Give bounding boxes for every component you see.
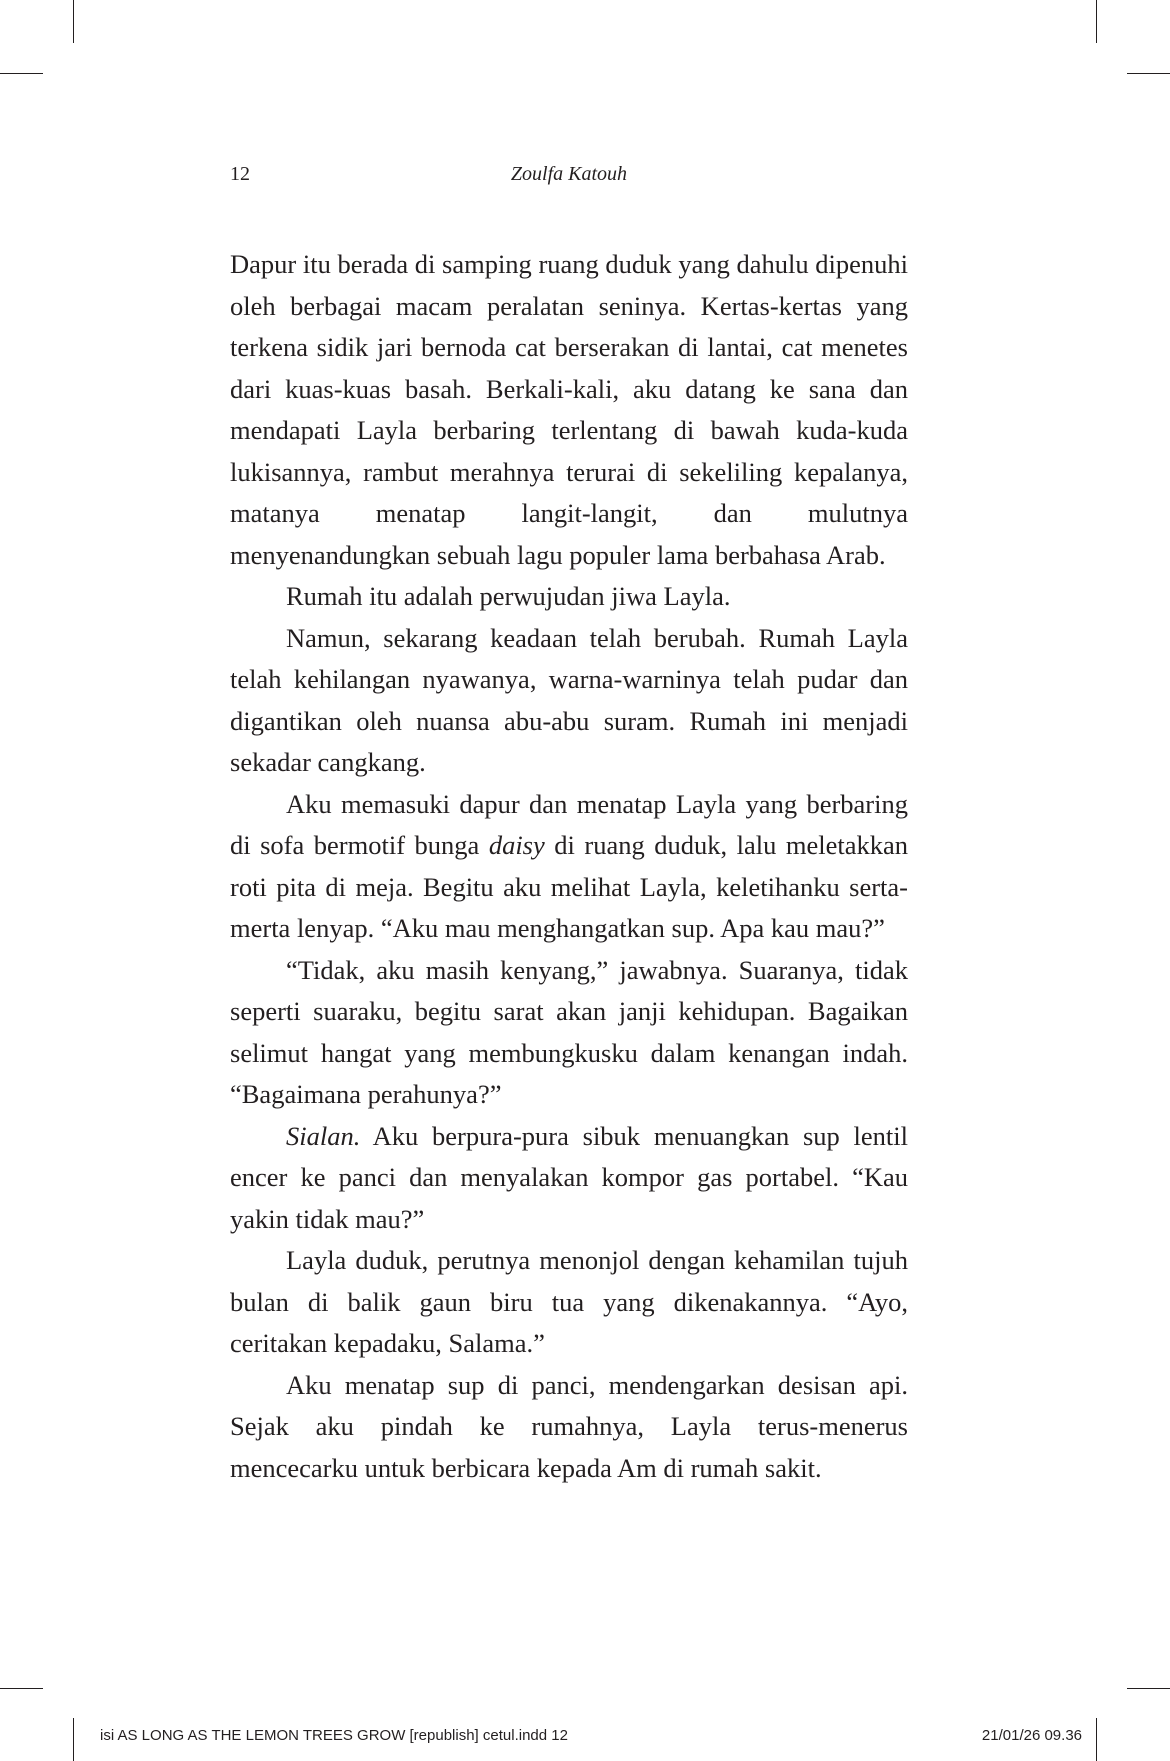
paragraph xyxy=(230,1116,908,1241)
crop-mark-top-left xyxy=(73,0,74,43)
slug-timestamp: 21/01/26 09.36 xyxy=(981,1727,1082,1744)
paragraph: Aku menatap sup di panci, mendengarkan desisan api. Sejak aku pindah ke rumahnya, Layla terus-menerus mencecarku untuk berbicara kepada Am di rumah sakit. xyxy=(230,1369,908,1483)
paragraph-text: Aku memasuki dapur dan menatap Layla yang berbaring di sofa bermotif bunga xyxy=(230,788,908,860)
crop-mark-bottom-left xyxy=(73,1718,74,1761)
paragraph-text: di ruang duduk, lalu meletakkan roti pita di meja. Begitu aku melihat Layla, keletihanku serta-merta lenyap. “Aku mau menghangatkan sup. Apa kau mau?” xyxy=(230,830,908,943)
paragraph-text: Aku berpura-pura sibuk menuangkan sup lentil encer ke panci dan menyalakan kompor gas portabel. “Kau yakin tidak mau?” xyxy=(230,1120,908,1234)
running-head xyxy=(230,163,908,193)
paragraph: “Tidak, aku masih kenyang,” jawabnya. Suaranya, tidak seperti suaraku, begitu sarat akan janji kehidupan. Bagaikan selimut hangat yang membungkusku dalam kenangan indah. “Bagaimana perahunya?” xyxy=(230,954,908,1109)
page-number: 12 xyxy=(230,163,250,185)
paragraph: Dapur itu berada di samping ruang duduk yang dahulu dipenuhi oleh berbagai macam peralatan seninya. Kertas-kertas yang terkena sidik jari bernoda cat berserakan di lantai, cat menetes dari kuas-kuas basah. Berkali-kali, aku datang ke sana dan mendapati Layla berbaring terlentang di bawah kuda-kuda lukisannya, rambut merahnya terurai di sekeliling kepalanya, matanya menatap langit-langit, dan mulutnya menyenandungkan sebuah lagu populer lama berbahasa Arab. xyxy=(230,249,908,570)
crop-mark-top-right xyxy=(1127,73,1170,74)
paragraph: Rumah itu adalah perwujudan jiwa Layla. xyxy=(286,581,731,611)
emphasis: daisy xyxy=(488,830,545,860)
paragraph: Namun, sekarang keadaan telah berubah. Rumah Layla telah kehilangan nyawanya, warna-warninya telah pudar dan digantikan oleh nuansa abu-abu suram. Rumah ini menjadi sekadar cangkang. xyxy=(230,622,908,777)
paragraph: Layla duduk, perutnya menonjol dengan kehamilan tujuh bulan di balik gaun biru tua yang dikenakannya. “Ayo, ceritakan kepadaku, Salama.” xyxy=(230,1245,908,1358)
crop-mark-top-left xyxy=(0,73,43,74)
body-text xyxy=(230,244,908,1489)
emphasis: Sialan. xyxy=(286,1120,361,1151)
paragraph xyxy=(230,784,908,950)
crop-mark-bottom-right xyxy=(1096,1718,1097,1761)
crop-mark-bottom-right xyxy=(1127,1688,1170,1689)
slug-filename: isi AS LONG AS THE LEMON TREES GROW [republish] cetul.indd 12 xyxy=(100,1727,568,1744)
crop-mark-bottom-left xyxy=(0,1688,43,1689)
crop-mark-top-right xyxy=(1096,0,1097,43)
running-head-author: Zoulfa Katouh xyxy=(510,163,628,185)
